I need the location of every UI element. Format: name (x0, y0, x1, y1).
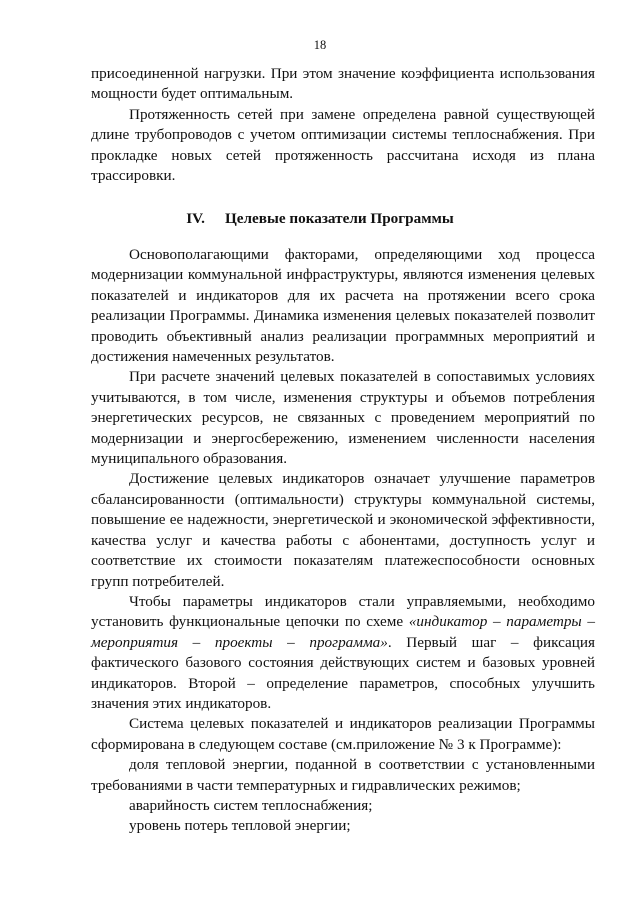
body-paragraph-4-end: . Первый шаг – фиксация фактического базового состояния действующих систем и базовых уровней индикаторов. Второй – определение параметров, способных улучшить значения этих индикаторов. (91, 633, 595, 712)
intro-paragraph-1: присоединенной нагрузки. При этом значение коэффициента использования мощности будет оптимальным. (91, 65, 595, 103)
list-item: аварийность систем теплоснабжения; (129, 796, 373, 814)
list-item: доля тепловой энергии, поданной в соответствии с установленными требованиями в части температурных и гидравлических режимов; (91, 756, 595, 794)
section-body (91, 245, 595, 837)
body-paragraph-1: Основополагающими факторами, определяющими ход процесса модернизации коммунальной инфраструктуры, являются изменения целевых показателей и индикаторов для их расчета на протяжении всего срока реализации Программы. Динамика изменения целевых показателей позволит проводить объективный анализ реализации программных мероприятий и достижения намеченных результатов. (91, 246, 595, 366)
intro-paragraph-2: Протяженность сетей при замене определена равной существующей длине трубопроводов с учетом оптимизации системы теплоснабжения. При прокладке новых сетей протяженность рассчитана исходя из плана трассировки. (91, 105, 595, 185)
body-paragraph-5: Система целевых показателей и индикаторов реализации Программы сформирована в следующем составе (см.приложение № 3 к Программе): (91, 715, 595, 753)
intro-text (91, 64, 595, 186)
body-paragraph-3: Достижение целевых индикаторов означает улучшение параметров сбалансированности (оптимальности) структуры коммунальной системы, повышение ее надежности, энергетической и экономической эффективности, качества услуг и качества работы с абонентами, доступность услуг и соответствие их стоимости показателям платежеспособности основных групп потребителей. (91, 470, 595, 590)
body-paragraph-4-start: Чтобы параметры индикаторов стали управляемыми, необходимо установить функциональные цепочки по схеме (91, 592, 595, 631)
list-item: уровень потерь тепловой энергии; (129, 817, 351, 835)
page-number: 18 (313, 38, 327, 52)
body-paragraph-2: При расчете значений целевых показателей в сопоставимых условиях учитываются, в том числе, изменения структуры и объемов потребления энергетических ресурсов, не связанных с проведением мероприятий по модернизации и энергосбережению, изменением численности населения муниципального образования. (91, 368, 595, 468)
body-paragraph-4-scheme: «индикатор – параметры – мероприятия – проекты – программа» (91, 613, 596, 651)
body-paragraph-4 (91, 592, 595, 714)
section-number: IV. (186, 210, 205, 227)
section-title: Целевые показатели Программы (224, 210, 454, 227)
section-heading (0, 209, 640, 229)
